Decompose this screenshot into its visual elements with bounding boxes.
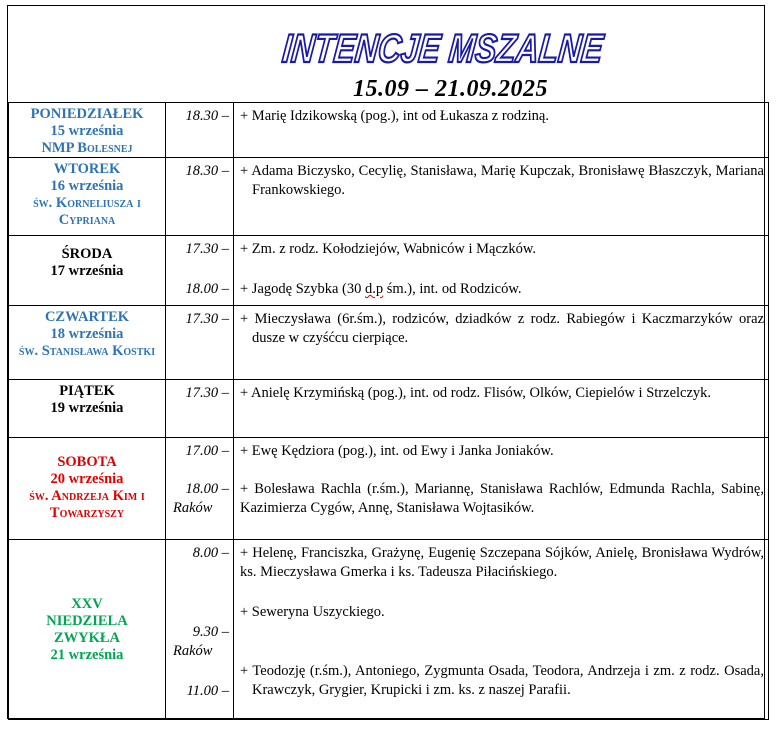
mass-intention: + Mieczysława (6r.śm.), rodziców, dziadków z rodz. Rabiegów i Kaczmarzyków oraz dusze w czyśćcu cierpiące. <box>240 311 764 346</box>
time-cell <box>166 540 234 720</box>
mass-intention: + Adama Biczysko, Cecylię, Stanisława, Marię Kupczak, Bronisławę Błaszczyk, Mariana Frankowskiego. <box>240 163 764 198</box>
mass-time: 11.00 – <box>186 683 229 699</box>
mass-intention: + Marię Idzikowską (pog.), int od Łukasza z rodziną. <box>240 108 549 124</box>
intention-part: śm.), int. od Rodziców. <box>383 281 522 297</box>
table-row-sunday <box>9 540 769 720</box>
day-cell <box>9 438 166 540</box>
time-cell <box>166 236 234 306</box>
day-name: PIĄTEK <box>59 383 115 399</box>
mass-intention: + Zm. z rodz. Kołodziejów, Wabniców i Mączków. <box>240 241 536 257</box>
mass-time: 17.30 – <box>185 241 229 257</box>
table-row-tuesday <box>9 158 769 236</box>
day-cell <box>9 540 166 720</box>
time-cell <box>166 103 234 158</box>
table-row-saturday <box>9 438 769 540</box>
day-feast: NMP Bolesnej <box>41 140 133 156</box>
mass-time: 18.00 – <box>185 281 229 297</box>
mass-intention: + Ewę Kędziora (pog.), int. od Ewy i Janka Joniaków. <box>240 443 554 459</box>
intention-cell <box>234 438 769 540</box>
mass-time: 18.30 – <box>185 108 229 124</box>
intention-cell <box>234 236 769 306</box>
time-cell <box>166 380 234 438</box>
page-title <box>278 18 688 74</box>
time-cell <box>166 306 234 380</box>
day-name: ŚRODA <box>61 246 113 262</box>
day-feast: św. Stanisława Kostki <box>18 343 156 359</box>
mass-time: 9.30 – <box>192 624 229 640</box>
table-row-friday <box>9 380 769 438</box>
mass-intention: + Anielę Krzymińską (pog.), int. od rodz. Flisów, Olków, Ciepielów i Strzelczyk. <box>240 385 712 401</box>
mass-place: Raków <box>173 500 213 516</box>
mass-time: 8.00 – <box>192 545 229 561</box>
time-cell <box>166 438 234 540</box>
day-name: XXV NIEDZIELA ZWYKŁA <box>46 595 128 646</box>
date-range: 15.09 – 21.09.2025 <box>353 76 548 102</box>
day-cell <box>9 158 166 236</box>
day-date: 21 września <box>50 646 124 663</box>
day-cell <box>9 236 166 306</box>
intention-part: + Jagodę Szybka (30 <box>240 281 365 297</box>
mass-intention: + Bolesława Rachla (r.śm.), Mariannę, Stanisława Rachlów, Edmunda Rachla, Sabinę, Kazimierza Cygów, Annę, Stanisława Wojtasików. <box>240 481 764 516</box>
mass-time: 17.30 – <box>185 385 229 401</box>
day-date: 20 września <box>50 471 124 487</box>
table-row-monday <box>9 103 769 158</box>
intention-cell <box>234 306 769 380</box>
intention-part: d.p <box>364 281 384 297</box>
time-cell <box>166 158 234 236</box>
day-cell <box>9 306 166 380</box>
mass-intention <box>234 259 768 299</box>
table-row-thursday <box>9 306 769 380</box>
day-name: WTOREK <box>53 161 121 177</box>
mass-time: 17.30 – <box>185 311 229 327</box>
intention-cell <box>234 540 769 720</box>
intention-cell <box>234 103 769 158</box>
mass-time: 17.00 – <box>185 443 229 459</box>
day-name: PONIEDZIAŁEK <box>30 106 144 122</box>
mass-intention: + Seweryna Uszyckiego. <box>240 604 385 620</box>
day-feast: św. Andrzeja Kim i Towarzyszy <box>29 488 145 521</box>
day-date: 18 września <box>50 326 124 342</box>
intention-cell <box>234 380 769 438</box>
day-date: 15 września <box>50 123 124 139</box>
header <box>8 6 764 102</box>
table-row-wednesday <box>9 236 769 306</box>
day-cell <box>9 380 166 438</box>
mass-time: 18.00 – <box>185 481 229 497</box>
mass-time: 18.30 – <box>185 163 229 179</box>
mass-place: Raków <box>173 643 213 659</box>
title-text: INTENCJE MSZALNE <box>280 27 688 71</box>
day-date: 19 września <box>50 400 124 416</box>
day-cell <box>9 103 166 158</box>
schedule-table <box>8 102 769 720</box>
day-date: 16 września <box>50 178 124 194</box>
day-name: CZWARTEK <box>44 309 130 325</box>
day-date: 17 września <box>50 263 124 279</box>
mass-intention: + Teodozję (r.śm.), Antoniego, Zygmunta Osada, Teodora, Andrzeja i zm. z rodz. Osada, Krawczyk, Grygier, Krupicki i zm. ks. z naszej Parafii. <box>240 663 764 698</box>
day-feast: św. Korneliusza i Cypriana <box>33 195 141 228</box>
day-name: SOBOTA <box>57 454 117 470</box>
mass-intention: + Helenę, Franciszka, Grażynę, Eugenię Szczepana Sójków, Anielę, Bronisława Wydrów, ks. Mieczysława Gmerka i ks. Tadeusza Piłacińskiego. <box>240 545 764 580</box>
intention-cell <box>234 158 769 236</box>
